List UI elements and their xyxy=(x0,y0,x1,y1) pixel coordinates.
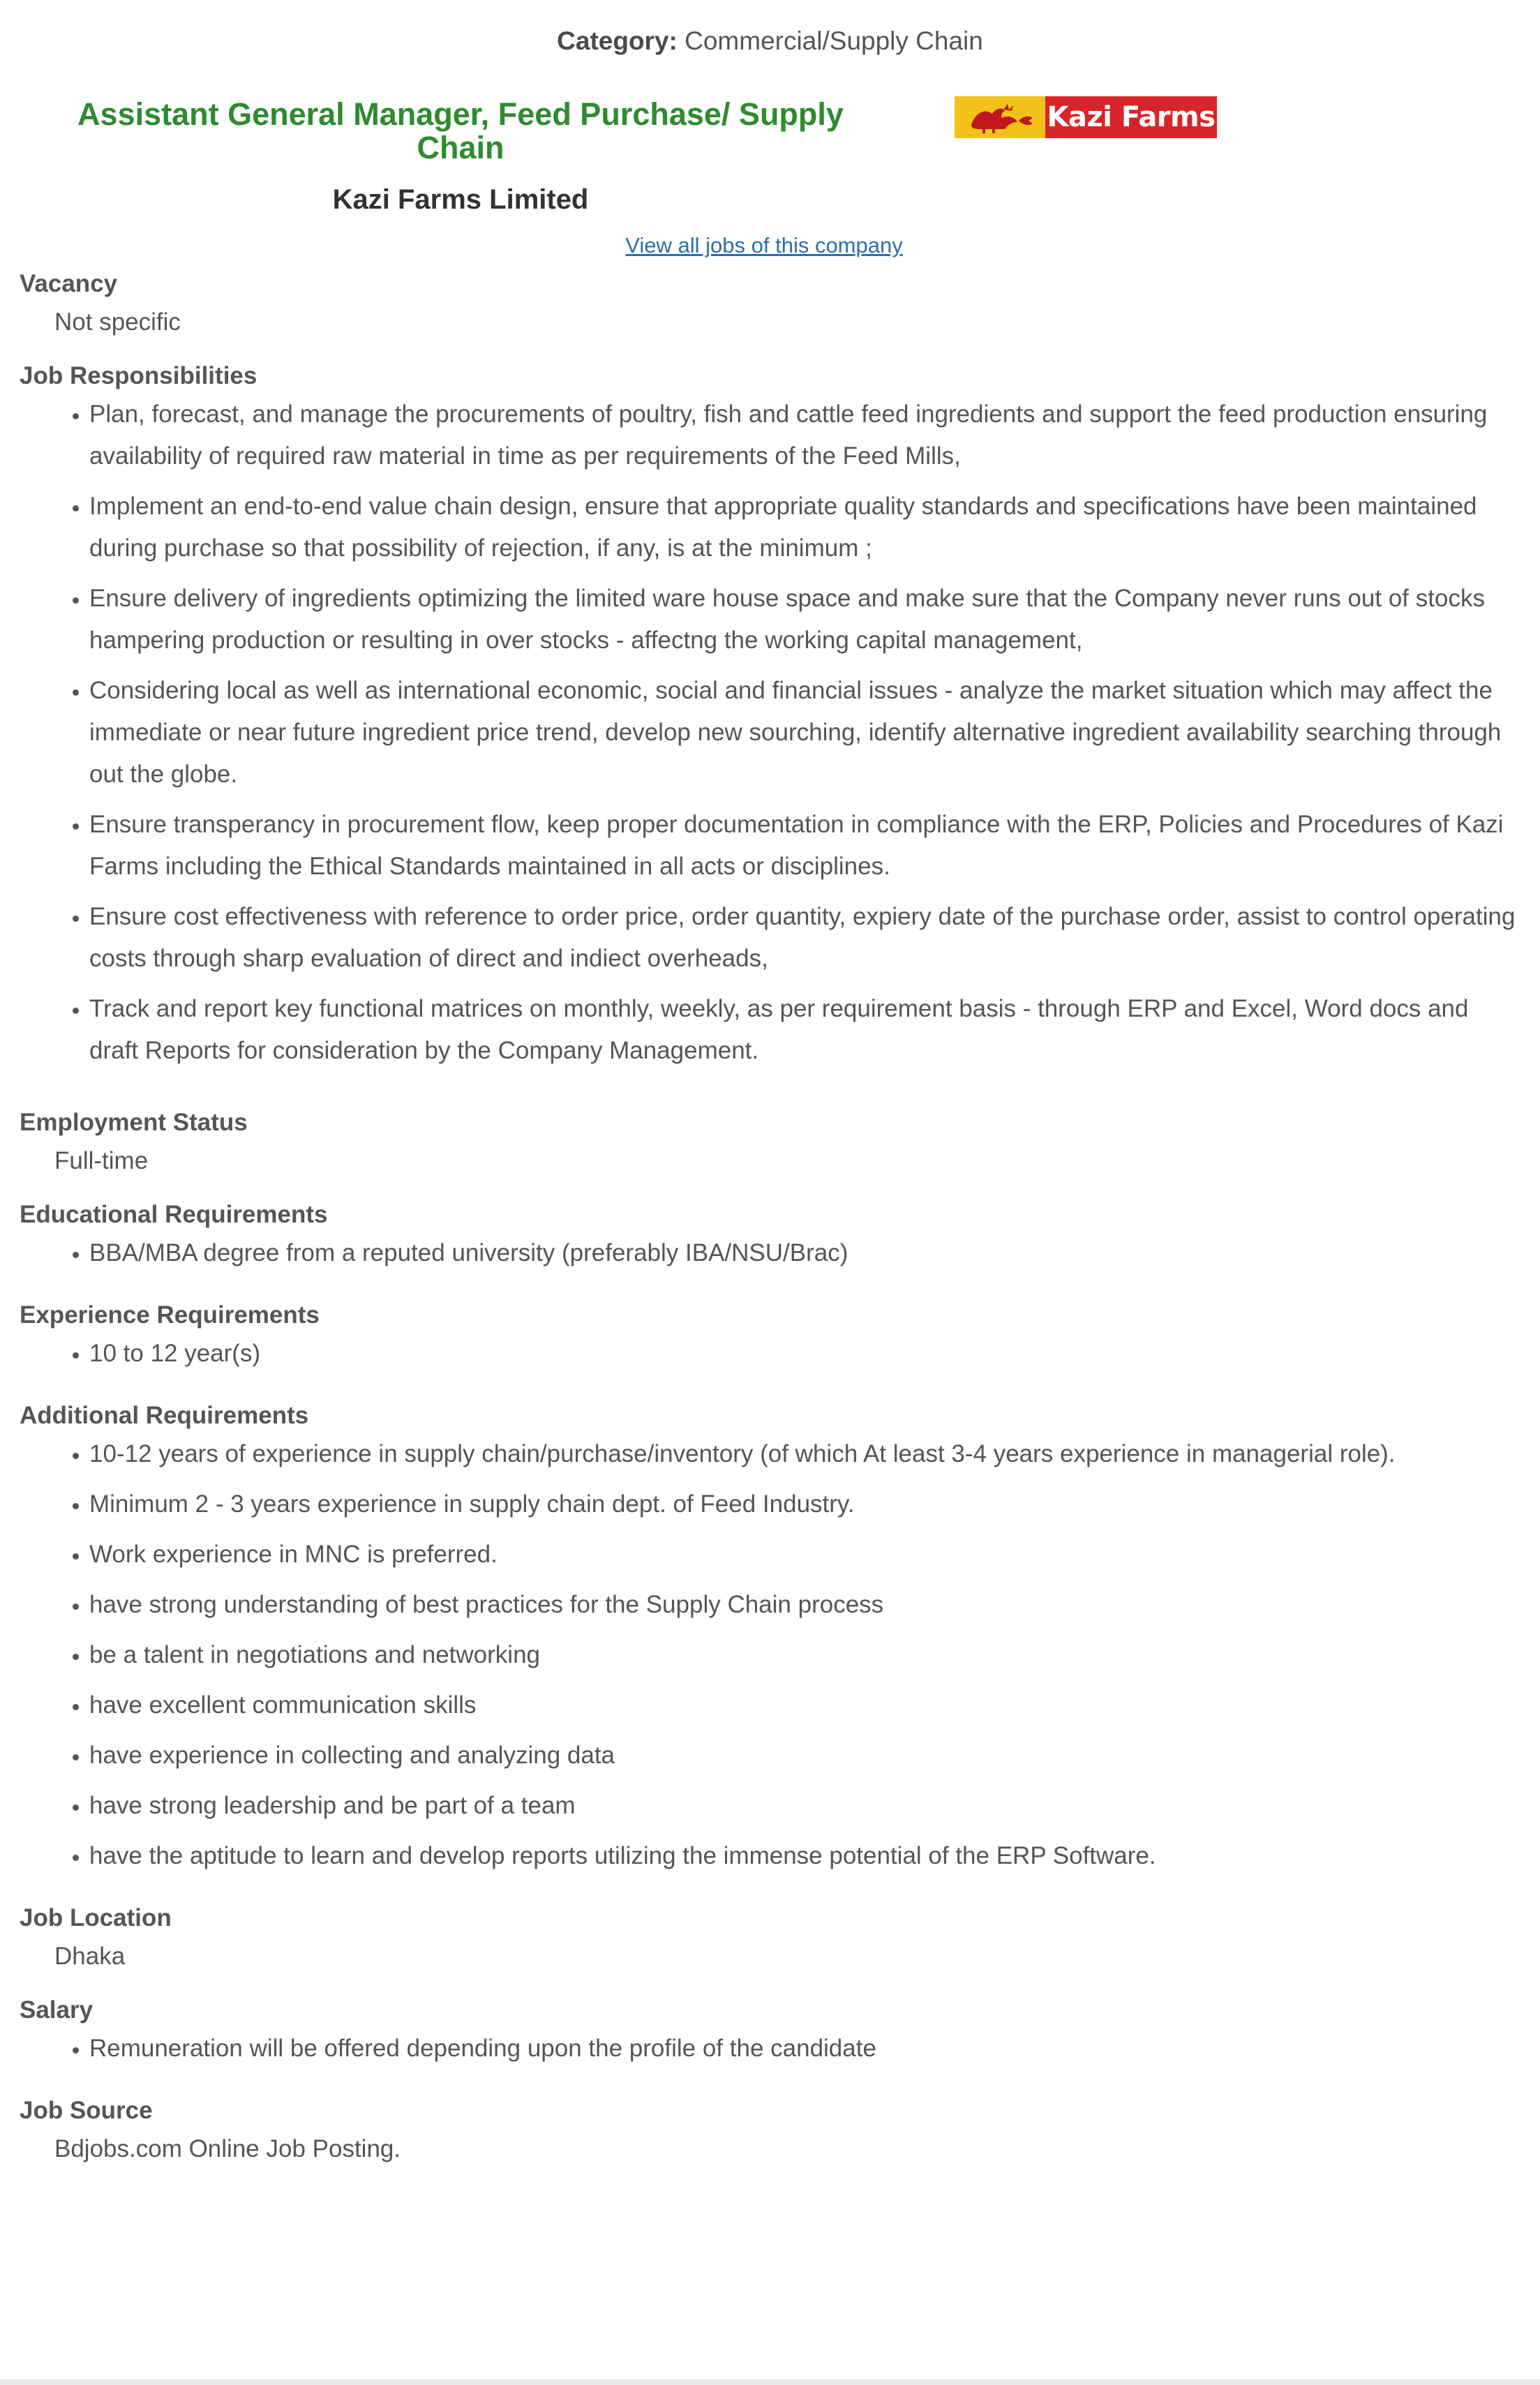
section-heading: Employment Status xyxy=(20,1109,248,1136)
section-heading: Additional Requirements xyxy=(20,1402,309,1429)
view-all-jobs-link[interactable]: View all jobs of this company xyxy=(625,233,903,257)
section-heading: Educational Requirements xyxy=(20,1201,328,1228)
section-heading: Job Location xyxy=(20,1904,172,1931)
employment-status-value: Full-time xyxy=(54,1147,149,1174)
job-location-section xyxy=(20,1901,1520,1977)
list-item: • have excellent communication skills xyxy=(89,1684,1520,1726)
list-item: • Minimum 2 - 3 years experience in supply chain dept. of Feed Industry. xyxy=(89,1483,1520,1525)
responsibilities-list xyxy=(20,394,1520,1072)
company-logo xyxy=(955,96,1217,138)
list-item: • have the aptitude to learn and develop reports utilizing the immense potential of the ERP Software. xyxy=(89,1835,1520,1877)
education-section xyxy=(20,1197,1520,1274)
employment-status-section xyxy=(20,1105,1520,1182)
list-item: • 10-12 years of experience in supply chain/purchase/inventory (of which At least 3-4 years experience in managerial role). xyxy=(89,1433,1520,1475)
section-heading: Vacancy xyxy=(20,270,118,297)
list-item: • Implement an end-to-end value chain design, ensure that appropriate quality standards and specifications have been maintained during purchase so that possibility of rejection, if any, is at the minimum ; xyxy=(89,486,1520,569)
list-item: • Ensure cost effectiveness with reference to order price, order quantity, expiery date of the purchase order, assist to control operating costs through sharp evaluation of direct and indiect overheads, xyxy=(89,896,1520,980)
vacancy-section xyxy=(20,267,1520,343)
list-item: • 10 to 12 year(s) xyxy=(89,1333,1520,1375)
experience-section xyxy=(20,1298,1520,1375)
list-item: • Considering local as well as international economic, social and financial issues - analyze the market situation which may affect the immediate or near future ingredient price trend, develop new sourching, identify alternative ingredient availability searching through out the globe. xyxy=(89,670,1520,795)
category-label: Category: xyxy=(557,27,678,55)
page-bottom-divider xyxy=(0,2379,1540,2385)
list-item: • BBA/MBA degree from a reputed university (preferably IBA/NSU/Brac) xyxy=(89,1232,1520,1274)
category-value: Commercial/Supply Chain xyxy=(685,27,983,55)
job-location-value: Dhaka xyxy=(54,1943,126,1970)
salary-list xyxy=(20,2028,1520,2070)
job-source-value: Bdjobs.com Online Job Posting. xyxy=(54,2135,401,2162)
education-list xyxy=(20,1232,1520,1274)
additional-requirements-section xyxy=(20,1398,1520,1877)
list-item: • Remuneration will be offered depending upon the profile of the candidate xyxy=(89,2028,1520,2070)
company-name: Kazi Farms Limited xyxy=(332,184,589,215)
experience-list xyxy=(20,1333,1520,1375)
list-item: • have strong understanding of best practices for the Supply Chain process xyxy=(89,1584,1520,1626)
section-heading: Job Source xyxy=(20,2097,153,2124)
additional-requirements-list xyxy=(20,1433,1520,1877)
job-title: Assistant General Manager, Feed Purchase/ Supply Chain xyxy=(77,96,844,165)
list-item: • have experience in collecting and analyzing data xyxy=(89,1735,1520,1777)
list-item: • Track and report key functional matrices on monthly, weekly, as per requirement basis - through ERP and Excel, Word docs and draft Reports for consideration by the Company Management. xyxy=(89,988,1520,1072)
responsibilities-section xyxy=(20,359,1520,1072)
job-source-section xyxy=(20,2093,1520,2170)
list-item: • Work experience in MNC is preferred. xyxy=(89,1534,1520,1576)
category-line xyxy=(0,27,1540,56)
job-details xyxy=(20,267,1520,2170)
rooster-icon xyxy=(955,96,1045,138)
list-item: • have strong leadership and be part of a team xyxy=(89,1785,1520,1827)
list-item: • Plan, forecast, and manage the procurements of poultry, fish and cattle feed ingredients and support the feed production ensuring availability of required raw material in time as per requirements of the Feed Mills, xyxy=(89,394,1520,477)
vacancy-value: Not specific xyxy=(54,308,181,336)
list-item: • Ensure delivery of ingredients optimizing the limited ware house space and make sure that the Company never runs out of stocks hampering production or resulting in over stocks - affectng the working capital management, xyxy=(89,578,1520,661)
list-item: • Ensure transperancy in procurement flow, keep proper documentation in compliance with the ERP, Policies and Procedures of Kazi Farms including the Ethical Standards maintained in all acts or disciplines. xyxy=(89,804,1520,888)
list-item: • be a talent in negotiations and networking xyxy=(89,1634,1520,1676)
salary-section xyxy=(20,1993,1520,2070)
logo-wordmark: Kazi Farms xyxy=(1045,96,1217,138)
section-heading: Experience Requirements xyxy=(20,1301,320,1329)
section-heading: Salary xyxy=(20,1996,94,2024)
section-heading: Job Responsibilities xyxy=(20,362,257,389)
